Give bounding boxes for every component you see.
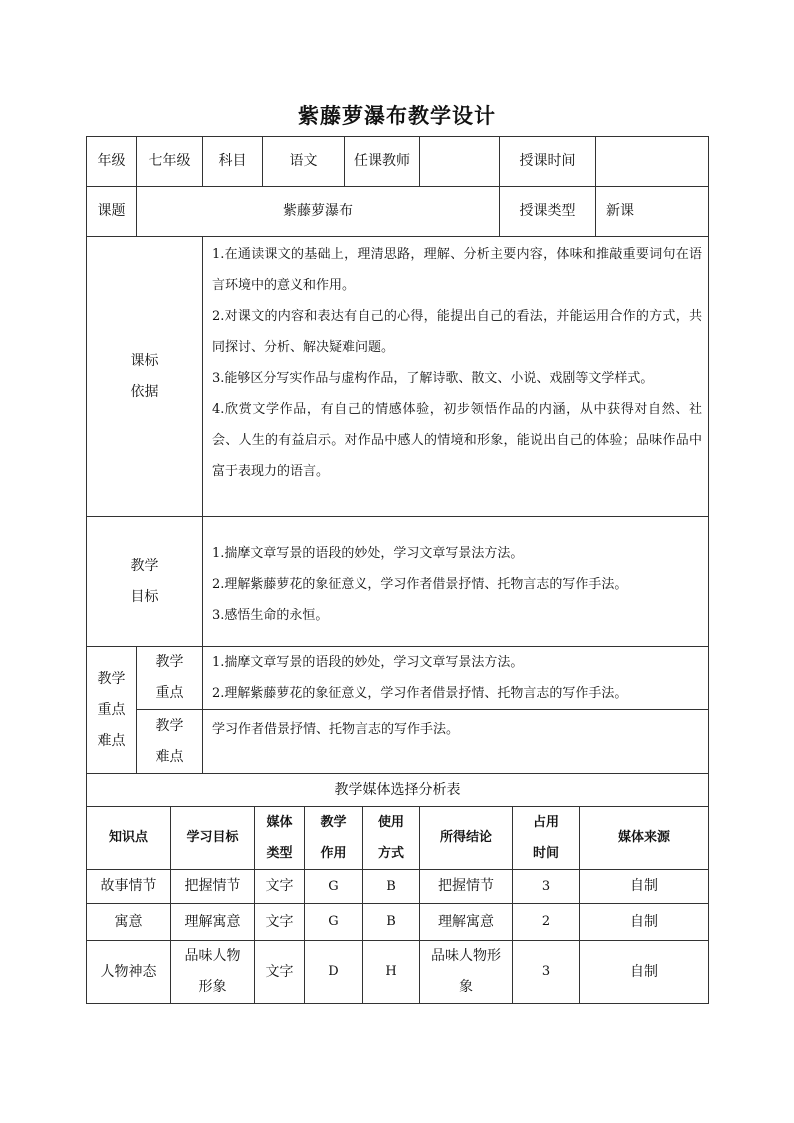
cell-time: 3 — [513, 941, 580, 1004]
cell-source: 自制 — [580, 904, 709, 941]
header-usage — [363, 807, 420, 870]
table-row — [87, 941, 709, 1004]
difficult-points-label-line2: 难点 — [155, 748, 184, 765]
cell-goal-line2: 形象 — [198, 979, 227, 995]
header-goal: 学习目标 — [171, 807, 255, 870]
key-points-label-line1: 教学 — [155, 654, 184, 670]
header-role-line1: 教学 — [320, 815, 347, 830]
cell-conclusion-line2: 象 — [459, 979, 473, 995]
keypoints-outer-label — [87, 647, 137, 774]
goals-item: 1.揣摩文章写景的语段的妙处，学习文章写景法方法。 — [212, 546, 524, 561]
table-row — [87, 870, 709, 904]
media-analysis-table — [86, 773, 709, 1004]
difficult-points-label-line1: 教学 — [155, 717, 184, 734]
header-media-type-line2: 类型 — [266, 846, 293, 861]
header-source: 媒体来源 — [580, 807, 709, 870]
header-time — [513, 807, 580, 870]
key-points-label — [137, 647, 203, 710]
time-label: 授课时间 — [500, 137, 596, 187]
cell-time: 3 — [513, 870, 580, 904]
goals-item: 3.感悟生命的永恒。 — [212, 608, 329, 623]
header-knowledge: 知识点 — [87, 807, 171, 870]
type-label: 授课类型 — [500, 187, 596, 237]
cell-conclusion: 理解寓意 — [420, 904, 513, 941]
cell-media: 文字 — [255, 941, 305, 1004]
cell-goal — [171, 941, 255, 1004]
subject-label: 科目 — [203, 137, 263, 187]
standards-item: 4.欣赏文学作品，有自己的情感体验，初步领悟作品的内涵，从中获得对自然、社会、人生的有益启示。对作品中感人的情境和形象，能说出自己的体验；品味作品中富于表现力的语言。 — [212, 402, 702, 479]
keypoints-outer-line1: 教学 — [97, 670, 126, 687]
teacher-label: 任课教师 — [345, 137, 420, 187]
header-conclusion: 所得结论 — [420, 807, 513, 870]
cell-source: 自制 — [580, 941, 709, 1004]
header-role — [305, 807, 363, 870]
cell-goal-line1: 品味人物 — [184, 948, 241, 964]
cell-role: D — [305, 941, 363, 1004]
goals-label-line2: 目标 — [130, 588, 159, 605]
grade-label: 年级 — [87, 137, 137, 187]
grade-value: 七年级 — [137, 137, 203, 187]
cell-conclusion-line1: 品味人物形 — [431, 948, 501, 964]
difficult-points-label — [137, 710, 203, 774]
key-points-item: 1.揣摩文章写景的语段的妙处，学习文章写景法方法。 — [212, 655, 524, 670]
cell-source: 自制 — [580, 870, 709, 904]
standards-label — [87, 237, 203, 517]
cell-knowledge: 寓意 — [87, 904, 171, 941]
difficult-points-content — [203, 710, 709, 774]
cell-usage: H — [363, 941, 420, 1004]
cell-usage: B — [363, 904, 420, 941]
teacher-value — [420, 137, 500, 187]
subject-value: 语文 — [263, 137, 345, 187]
cell-conclusion — [420, 941, 513, 1004]
cell-knowledge: 人物神态 — [87, 941, 171, 1004]
cell-role: G — [305, 904, 363, 941]
cell-conclusion: 把握情节 — [420, 870, 513, 904]
goals-content — [203, 517, 709, 647]
standards-content — [203, 237, 709, 517]
topic-label: 课题 — [87, 187, 137, 237]
topic-value: 紫藤萝瀑布 — [137, 187, 500, 237]
goals-label — [87, 517, 203, 647]
lesson-info-table — [86, 136, 709, 774]
header-time-line2: 时间 — [532, 846, 559, 861]
key-points-item: 2.理解紫藤萝花的象征意义，学习作者借景抒情、托物言志的写作手法。 — [212, 686, 628, 701]
difficult-points-text: 学习作者借景抒情、托物言志的写作手法。 — [212, 722, 460, 737]
header-time-line1: 占用 — [532, 815, 559, 830]
standards-label-line2: 依据 — [130, 383, 159, 400]
cell-role: G — [305, 870, 363, 904]
goals-item: 2.理解紫藤萝花的象征意义，学习作者借景抒情、托物言志的写作手法。 — [212, 577, 628, 592]
header-role-line2: 作用 — [320, 846, 347, 861]
cell-goal: 把握情节 — [171, 870, 255, 904]
cell-media: 文字 — [255, 904, 305, 941]
header-media-type-line1: 媒体 — [266, 815, 293, 830]
key-points-label-line2: 重点 — [155, 685, 184, 701]
goals-label-line1: 教学 — [130, 557, 159, 574]
cell-knowledge: 故事情节 — [87, 870, 171, 904]
key-points-content — [203, 647, 709, 710]
keypoints-outer-line2: 重点 — [97, 701, 126, 718]
type-value: 新课 — [596, 187, 709, 237]
standards-item: 3.能够区分写实作品与虚构作品，了解诗歌、散文、小说、戏剧等文学样式。 — [212, 371, 654, 386]
header-usage-line2: 方式 — [377, 846, 404, 861]
cell-time: 2 — [513, 904, 580, 941]
header-usage-line1: 使用 — [377, 815, 404, 830]
table-row — [87, 904, 709, 941]
standards-label-line1: 课标 — [130, 352, 159, 369]
standards-item: 1.在通读课文的基础上，理清思路，理解、分析主要内容，体味和推敲重要词句在语言环境中的意义和作用。 — [212, 247, 702, 293]
time-value — [596, 137, 709, 187]
document-title: 紫藤萝瀑布教学设计 — [298, 104, 496, 128]
standards-item: 2.对课文的内容和表达有自己的心得，能提出自己的看法，并能运用合作的方式，共同探讨、分析、解决疑难问题。 — [212, 309, 702, 355]
header-media-type — [255, 807, 305, 870]
cell-usage: B — [363, 870, 420, 904]
media-table-title: 教学媒体选择分析表 — [87, 774, 709, 807]
keypoints-outer-line3: 难点 — [97, 732, 126, 749]
cell-media: 文字 — [255, 870, 305, 904]
cell-goal: 理解寓意 — [171, 904, 255, 941]
